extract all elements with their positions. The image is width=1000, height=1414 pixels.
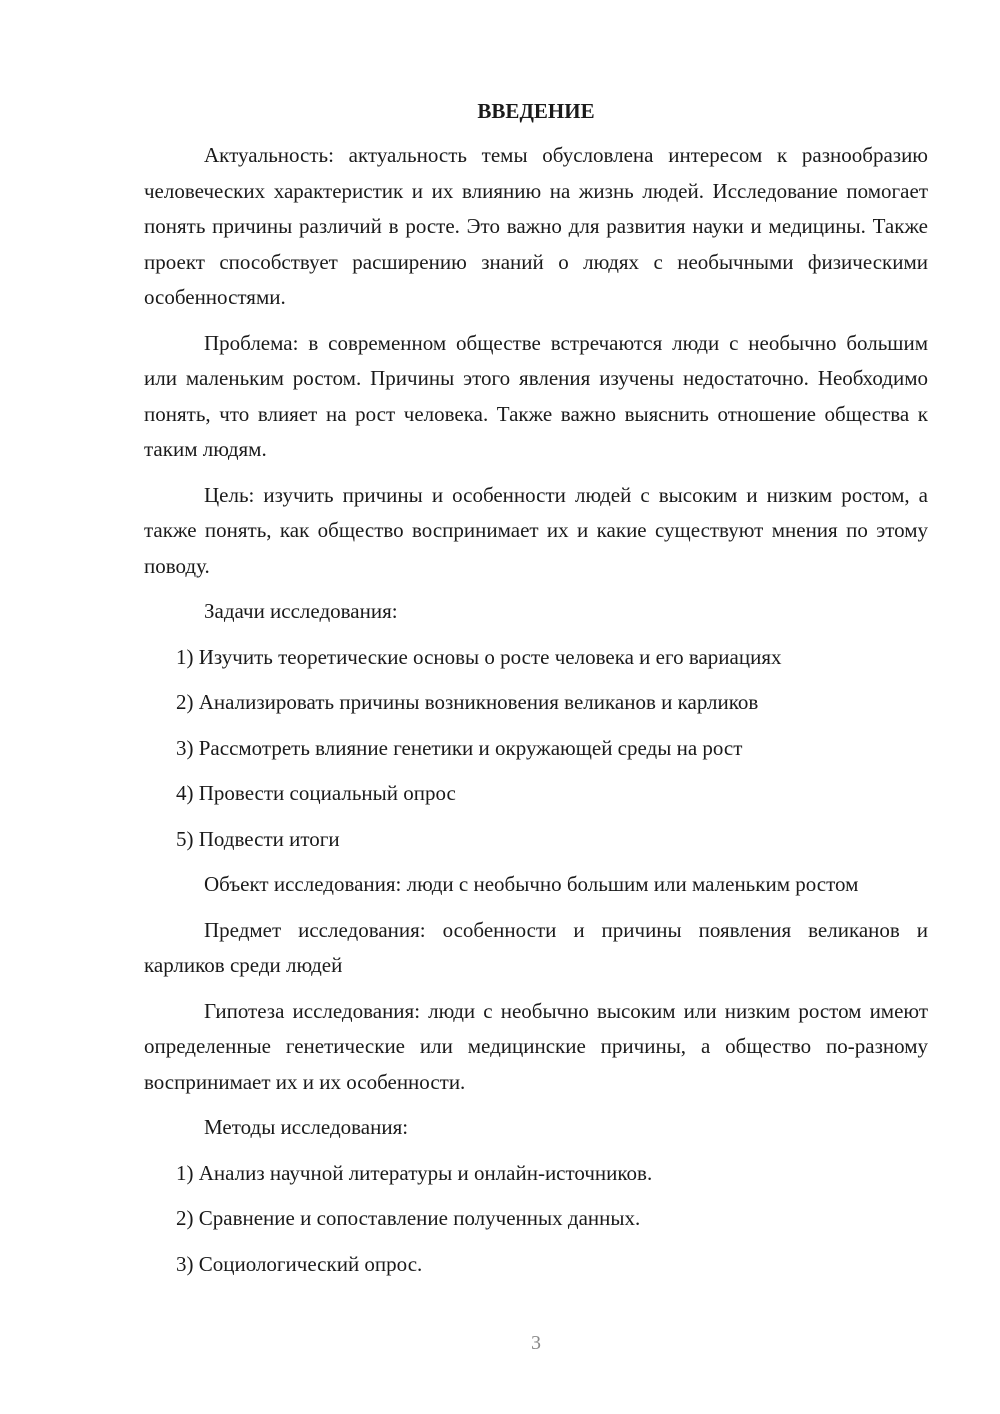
- hypothesis-paragraph: Гипотеза исследования: люди с необычно высоким или низким ростом имеют определенные генетические или медицинские причины, а общество по-разному воспринимает их и их особенности.: [144, 998, 928, 1094]
- list-item: 2) Сравнение и сопоставление полученных данных.: [176, 1206, 641, 1230]
- page-number: 3: [531, 1332, 541, 1354]
- tasks-heading: Задачи исследования:: [204, 599, 398, 623]
- list-item: 4) Провести социальный опрос: [176, 781, 456, 805]
- list-item: 3) Рассмотреть влияние генетики и окружающей среды на рост: [176, 735, 743, 760]
- list-item: 2) Анализировать причины возникновения великанов и карликов: [176, 690, 759, 714]
- problem-paragraph: Проблема: в современном обществе встречаются люди с необычно большим или маленьким ростом. Причины этого явления изучены недостаточно. Необходимо понять, что влияет на рост человека. Также важно выяснить отношение общества к таким людям.: [144, 330, 928, 461]
- subject-paragraph: Предмет исследования: особенности и причины появления великанов и карликов среди людей: [144, 917, 928, 977]
- tasks-list: [144, 640, 928, 858]
- page-title: ВВЕДЕНИЕ: [477, 99, 595, 123]
- relevance-paragraph: Актуальность: актуальность темы обусловлена интересом к разнообразию человеческих характеристик и их влиянию на жизнь людей. Исследование помогает понять причины различий в росте. Это важно для развития науки и медицины. Также проект способствует расширению знаний о людях с необычными физическими особенностями.: [144, 143, 928, 309]
- methods-list: [144, 1156, 928, 1283]
- object-paragraph: Объект исследования: люди с необычно большим или маленьким ростом: [204, 872, 859, 896]
- document-page: [144, 94, 928, 1292]
- list-item: 1) Изучить теоретические основы о росте человека и его вариациях: [176, 644, 782, 669]
- list-item: 5) Подвести итоги: [176, 826, 340, 851]
- goal-paragraph: Цель: изучить причины и особенности людей с высоким и низким ростом, а также понять, как общество воспринимает их и какие существуют мнения по этому поводу.: [144, 482, 928, 578]
- methods-heading: Методы исследования:: [204, 1115, 409, 1139]
- list-item: 1) Анализ научной литературы и онлайн-источников.: [176, 1160, 653, 1185]
- list-item: 3) Социологический опрос.: [176, 1251, 423, 1276]
